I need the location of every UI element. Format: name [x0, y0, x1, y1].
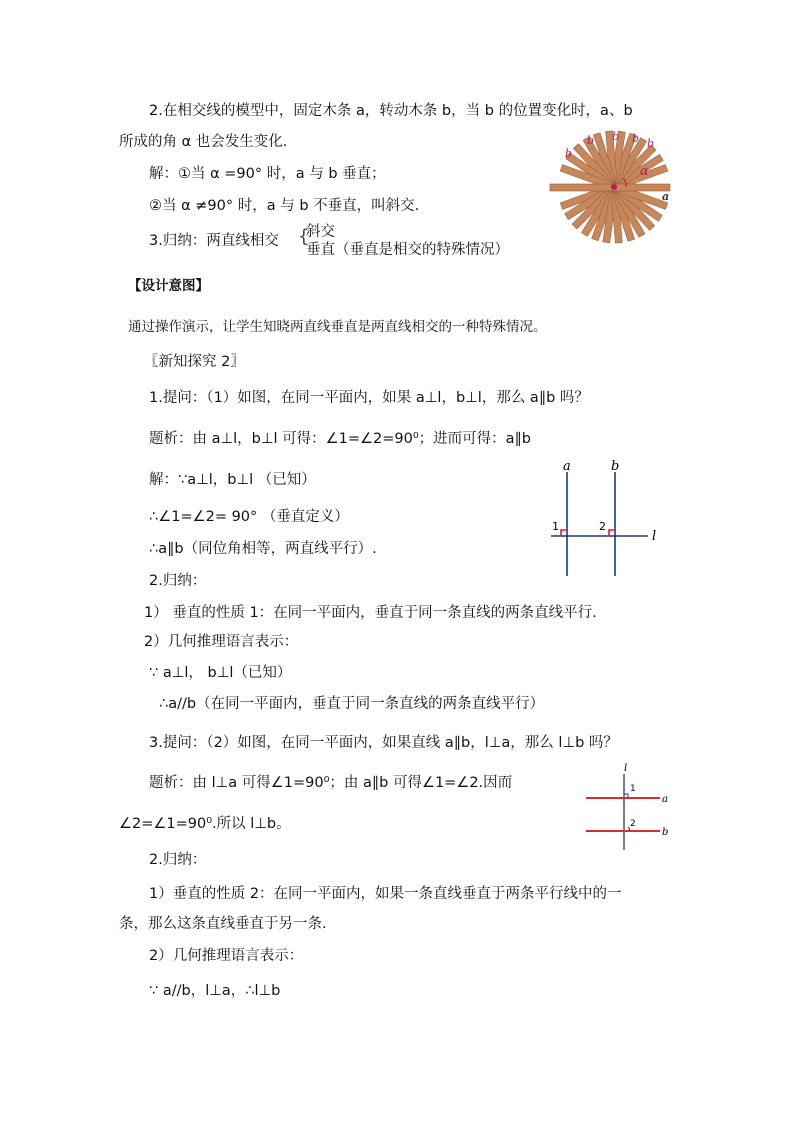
text-line: 2.在相交线的模型中，固定木条 a，转动木条 b，当 b 的位置变化时，a、b — [149, 103, 633, 119]
text-line: ∴a∥b（同位角相等，两直线平行）. — [149, 541, 377, 557]
text-line: ②当 α ≠90° 时，a 与 b 不垂直，叫斜交. — [149, 198, 420, 214]
label-b: b — [611, 459, 620, 474]
text-line: 垂直（垂直是相交的特殊情况） — [306, 242, 509, 258]
text-line: 2）几何推理语言表示： — [149, 948, 304, 964]
label-b: b — [662, 827, 669, 838]
text-line: 斜交 — [306, 224, 335, 240]
text-line: 3.提问：（2）如图，在同一平面内，如果直线 a∥b，l⊥a，那么 l⊥b 吗？ — [149, 735, 618, 751]
angle-2-label: 2 — [599, 520, 606, 533]
text-line: 所成的角 α 也会发生变化. — [119, 134, 288, 150]
label-l: l — [652, 529, 657, 544]
stick-a — [550, 184, 670, 191]
brace-icon: { — [298, 226, 310, 247]
text-line: 解：①当 α =90° 时，a 与 b 垂直； — [149, 166, 386, 182]
section-heading: 【设计意图】 — [128, 278, 209, 294]
text-line: 3.归纳：两直线相交 — [149, 233, 279, 249]
label-b: b — [612, 130, 620, 143]
parallel-lines-figure — [582, 760, 677, 852]
angle-1-label: 1 — [552, 520, 559, 533]
text-line: 条，那么这条直线垂直于另一条. — [119, 916, 327, 932]
text-line: ∴a//b（在同一平面内，垂直于同一条直线的两条直线平行） — [159, 696, 545, 712]
text-line: 通过操作演示，让学生知晓两直线垂直是两直线相交的一种特殊情况。 — [128, 319, 547, 335]
label-a: a — [563, 459, 571, 474]
pivot-icon — [611, 184, 617, 190]
angle-1-label: 1 — [630, 784, 636, 794]
right-angle-mark-icon — [561, 530, 567, 536]
text-line: 1.提问：（1）如图，在同一平面内，如果 a⊥l，b⊥l，那么 a∥b 吗？ — [149, 390, 589, 406]
label-a: a — [662, 190, 670, 203]
text-line: 1）垂直的性质 2：在同一平面内，如果一条直线垂直于两条平行线中的一 — [149, 886, 622, 902]
label-alpha: α — [640, 164, 649, 179]
text-line: 2.归纳： — [149, 573, 207, 589]
text-line: 题析：由 a⊥l，b⊥l 可得：∠1=∠2=90⁰；进而可得：a∥b — [149, 431, 531, 447]
section-heading: 〖新知探究 2〗 — [144, 354, 245, 370]
text-line: ∵ a⊥l， b⊥l（已知） — [149, 665, 292, 681]
angle-2-label: 2 — [630, 819, 636, 829]
label-a: a — [662, 794, 668, 805]
label-b: b — [565, 147, 573, 160]
label-b: b — [647, 137, 655, 150]
text-line: 1） 垂直的性质 1：在同一平面内，垂直于同一条直线的两条直线平行. — [144, 605, 597, 621]
text-line: ∠2=∠1=90⁰.所以 l⊥b。 — [119, 816, 291, 832]
text-line: 题析：由 l⊥a 可得∠1=90⁰；由 a∥b 可得∠1=∠2.因而 — [149, 775, 513, 791]
text-line: 解：∵a⊥l，b⊥l （已知） — [149, 472, 316, 488]
label-l: l — [624, 763, 628, 774]
rotating-sticks-figure — [550, 125, 680, 245]
label-b: b — [632, 132, 640, 145]
text-line: ∴∠1=∠2= 90° （垂直定义） — [149, 509, 349, 525]
right-angle-mark-icon — [609, 530, 615, 536]
text-line: ∵ a//b，l⊥a，∴l⊥b — [149, 983, 281, 999]
perpendicular-lines-figure — [548, 458, 668, 583]
text-line: 2.归纳： — [149, 852, 207, 868]
text-line: 2）几何推理语言表示： — [144, 634, 299, 650]
label-b: b — [587, 134, 595, 147]
